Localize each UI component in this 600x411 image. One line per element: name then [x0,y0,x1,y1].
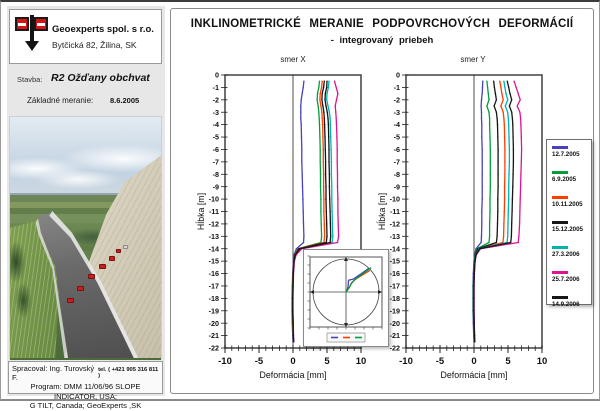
svg-text:-11: -11 [209,207,219,217]
legend-swatch [552,146,568,149]
photo-red-truck [67,298,74,303]
chart-svg [372,69,552,381]
chart-title-smer-y: smer Y [460,55,486,64]
svg-text:-12: -12 [389,219,400,229]
project-label: Stavba: [17,75,43,84]
svg-text:-15: -15 [208,256,219,266]
svg-text:-9: -9 [212,182,219,192]
svg-text:-15: -15 [389,256,400,266]
svg-text:Hĺbka [m]: Hĺbka [m] [196,192,206,231]
svg-text:Hĺbka [m]: Hĺbka [m] [377,192,387,231]
company-name: Geoexperts spol. s r.o. [52,24,154,35]
legend-entry [552,296,591,319]
svg-text:-14: -14 [208,244,219,254]
svg-text:-1: -1 [393,83,400,93]
inset-polar-chart [303,249,389,347]
svg-text:-16: -16 [208,269,219,279]
geoexperts-logo-icon [15,15,49,59]
svg-text:-10: -10 [389,194,400,204]
svg-text:-3: -3 [393,107,400,117]
site-photo [9,116,162,359]
svg-text:-16: -16 [389,269,400,279]
photo-red-truck [77,286,84,291]
report-subtitle: - integrovaný priebeh [330,35,434,46]
svg-text:-8: -8 [212,169,219,179]
svg-text:-12: -12 [208,219,219,229]
svg-text:0: 0 [215,70,219,80]
svg-text:-6: -6 [393,145,400,155]
svg-text:-10: -10 [208,194,219,204]
company-address: Bytčická 82, Žilina, SK [52,40,137,50]
program-line-1: Program: DMM 11/06/96 SLOPE INDICATOR, USA; [30,382,141,401]
legend-swatch [552,221,568,224]
svg-text:-4: -4 [393,120,400,130]
photo-red-truck [88,274,95,279]
svg-text:-18: -18 [389,293,400,303]
project-name: R2 Ožďany obchvat [51,72,150,84]
legend-swatch [552,246,568,249]
chart-smer-y [372,69,552,381]
svg-text:-19: -19 [208,306,219,316]
svg-text:Deformácia [mm]: Deformácia [mm] [259,370,327,380]
legend-swatch [552,171,568,174]
program-line-2: G TILT, Canada; GeoExperts ,SK [29,401,142,410]
svg-text:-10: -10 [399,356,413,367]
svg-text:-5: -5 [435,356,445,367]
svg-text:-18: -18 [208,293,219,303]
chart-legend [546,139,592,308]
svg-text:-21: -21 [389,331,400,341]
footer-processed-row [12,364,159,382]
chart-panel [170,8,594,394]
legend-date: 27.3.2006 [552,251,580,258]
legend-date: 6.9.2005 [552,176,577,183]
svg-text:Deformácia [mm]: Deformácia [mm] [440,370,508,380]
svg-text:-13: -13 [208,231,219,241]
left-panel [7,6,165,410]
legend-date: 14.9.2006 [552,301,580,308]
svg-text:-10: -10 [218,356,232,367]
svg-text:-22: -22 [389,343,400,353]
legend-swatch [552,296,568,299]
svg-text:-20: -20 [389,318,400,328]
inset-svg [304,250,388,346]
svg-text:-3: -3 [212,107,219,117]
photo-red-truck [116,249,121,253]
svg-text:-19: -19 [389,306,400,316]
legend-entry [552,271,591,294]
svg-text:-6: -6 [212,145,219,155]
legend-date: 15.12.2005 [552,226,583,233]
legend-date: 10.11.2005 [552,201,583,208]
legend-swatch [552,271,568,274]
legend-entry [552,246,591,269]
svg-text:-21: -21 [208,331,219,341]
svg-text:-5: -5 [393,132,400,142]
chart-title-smer-x: smer X [280,55,306,64]
logo-right-square [34,17,48,31]
photo-red-truck [109,256,115,261]
svg-text:-7: -7 [393,157,400,167]
svg-text:-4: -4 [212,120,219,130]
svg-text:0: 0 [290,356,296,367]
logo-arrow-head [25,41,39,51]
svg-text:-8: -8 [393,169,400,179]
logo-left-square [15,17,29,31]
legend-entry [552,221,591,244]
svg-text:10: 10 [536,356,548,367]
svg-text:0: 0 [471,356,477,367]
svg-text:-5: -5 [254,356,264,367]
legend-swatch [552,196,568,199]
svg-text:5: 5 [505,356,511,367]
baseline-date: 8.6.2005 [110,96,140,105]
processed-by-text: Spracoval: Ing. Turovský F. [12,364,95,382]
svg-text:-13: -13 [389,231,400,241]
svg-text:-2: -2 [393,95,400,105]
svg-text:-20: -20 [208,318,219,328]
svg-text:-17: -17 [389,281,400,291]
svg-text:-7: -7 [212,157,219,167]
svg-text:-9: -9 [393,182,400,192]
report-title: INKLINOMETRICKÉ MERANIE PODPOVRCHOVÝCH DEFORMÁCIÍ [190,18,574,30]
photo-white-car [123,245,128,249]
svg-text:-11: -11 [390,207,400,217]
legend-entry [552,171,591,194]
svg-text:10: 10 [355,356,367,367]
report-footer [8,361,163,410]
svg-text:0: 0 [396,70,400,80]
svg-text:-2: -2 [212,95,219,105]
phone-text: tel. ( +421 905 316 811 ) [98,367,159,379]
logo-arrow-shaft [30,15,34,41]
legend-date: 25.7.2006 [552,276,580,283]
svg-text:-5: -5 [212,132,219,142]
legend-date: 12.7.2005 [552,151,580,158]
baseline-label: Základné meranie: [27,96,94,105]
photo-trees [10,229,40,339]
company-header [9,9,162,64]
legend-entry [552,146,591,169]
svg-text:-1: -1 [212,83,219,93]
svg-text:-22: -22 [208,343,219,353]
photo-red-truck [99,264,106,269]
legend-entry [552,196,591,219]
svg-text:-17: -17 [208,281,219,291]
svg-text:5: 5 [324,356,330,367]
svg-text:-14: -14 [389,244,400,254]
